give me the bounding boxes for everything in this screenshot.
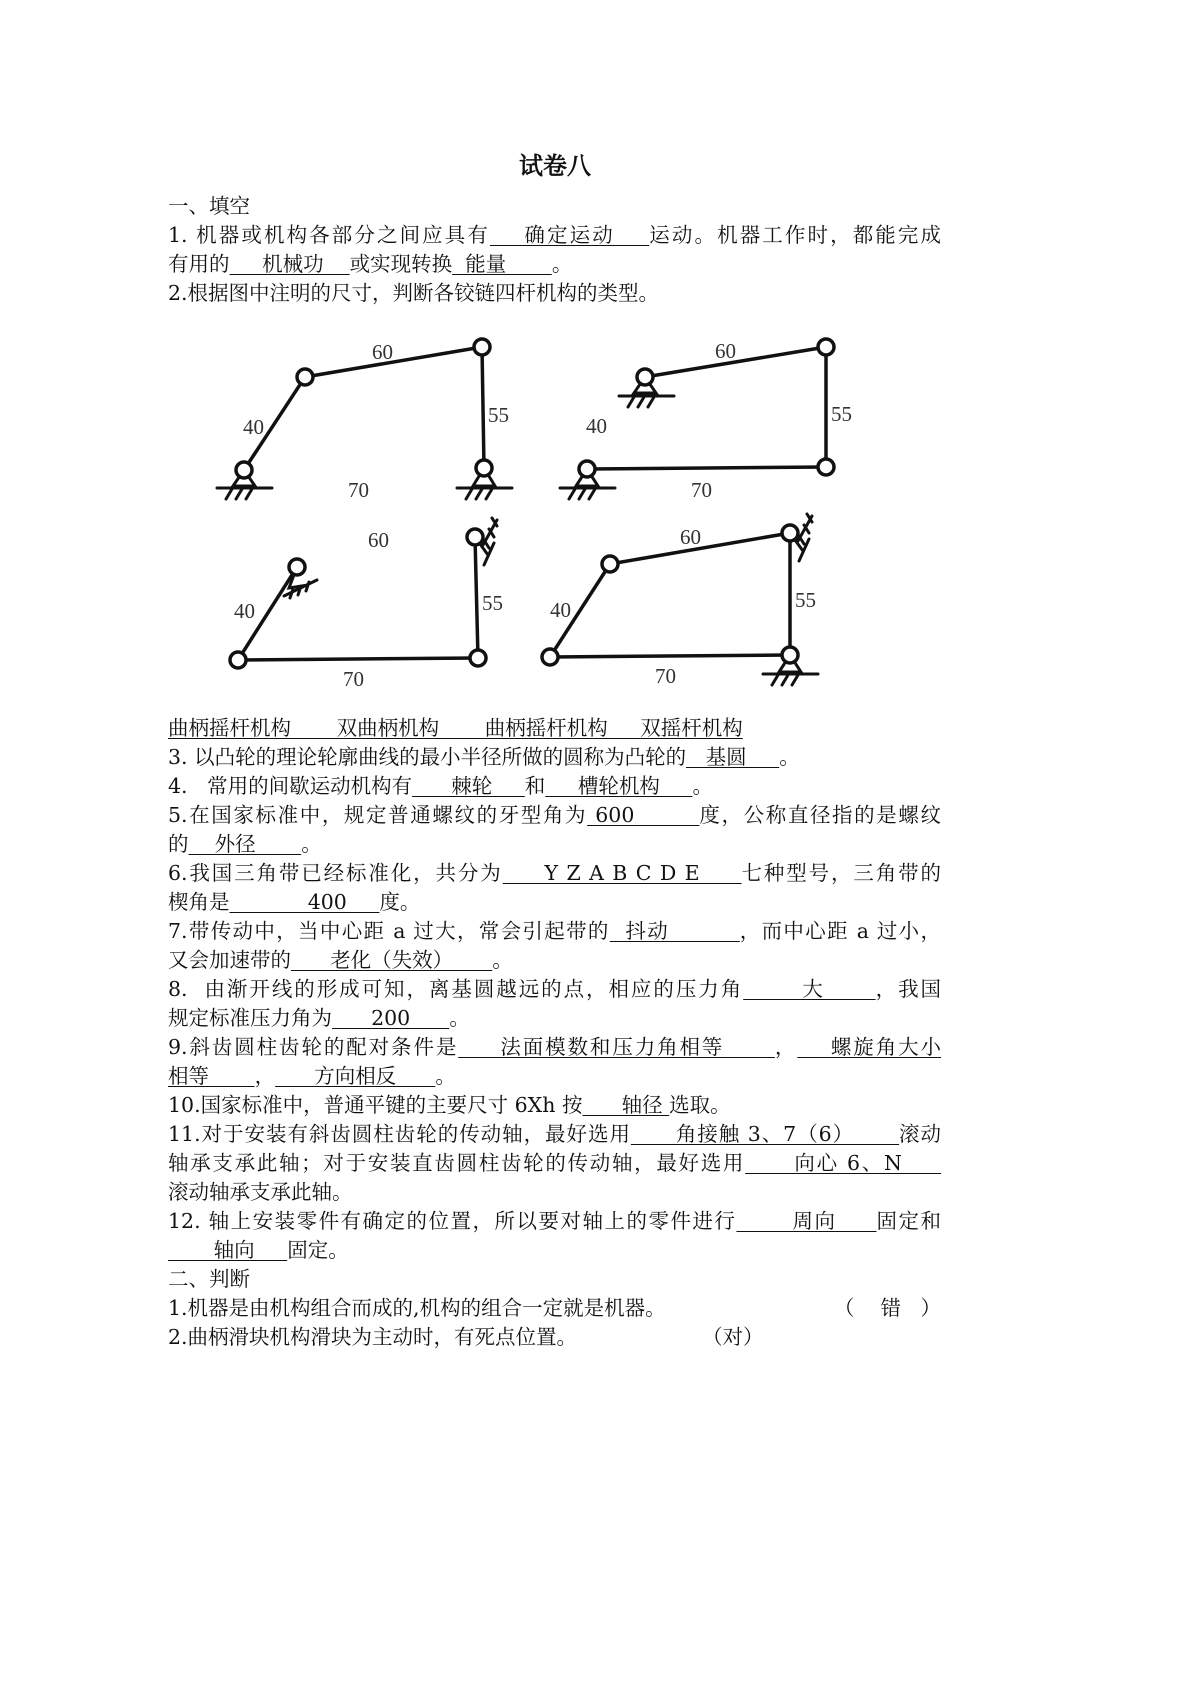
answer-blank: 角接触 3、7（6） bbox=[630, 1122, 900, 1146]
text-line bbox=[168, 1004, 941, 1033]
question-text: 滚动 bbox=[899, 1122, 942, 1146]
page-title: 试卷八 bbox=[519, 151, 591, 180]
fig3-label-bottom: 70 bbox=[343, 667, 364, 691]
question-text: 滚动轴承支承此轴。 bbox=[168, 1180, 353, 1204]
text-line bbox=[168, 714, 941, 743]
question-text: 楔角是 bbox=[168, 890, 230, 914]
question-text: 有用的 bbox=[168, 252, 230, 276]
question-text: ，而中心距 a 过小， bbox=[739, 919, 941, 943]
answer-blank: 槽轮机构 bbox=[545, 774, 693, 798]
fill-in-section-part2 bbox=[168, 714, 941, 1352]
answer-blank: 600 bbox=[587, 803, 700, 827]
answer-blank: 螺旋角大小 bbox=[797, 1035, 941, 1059]
question-text: 5.在国家标准中，规定普通螺纹的牙型角为 bbox=[168, 803, 588, 827]
question-text: 1. 机器或机构各部分之间应具有 bbox=[168, 223, 490, 247]
answer-blank: 轴径 bbox=[582, 1093, 670, 1117]
judge-answer: （ 错 ） bbox=[833, 1296, 941, 1320]
question-text: 又会加速带的 bbox=[168, 948, 291, 972]
fig1-label-top: 60 bbox=[372, 340, 393, 364]
answer-blank: 400 bbox=[229, 890, 380, 914]
answer-blank: 棘轮 bbox=[412, 774, 525, 798]
text-line bbox=[168, 1149, 941, 1178]
question-text: 固定和 bbox=[876, 1209, 941, 1233]
fig3-label-left: 40 bbox=[234, 599, 255, 623]
answer-blank: 机械功 bbox=[229, 252, 350, 276]
question-text: 规定标准压力角为 bbox=[168, 1006, 332, 1030]
answer-blank: 基圆 bbox=[686, 745, 780, 769]
question-text: 或实现转换 bbox=[349, 252, 453, 276]
text-line bbox=[168, 946, 941, 975]
fig2-label-bottom: 70 bbox=[691, 478, 712, 502]
question-text: 二、判断 bbox=[168, 1267, 250, 1291]
answer-blank: 相等 bbox=[168, 1064, 255, 1088]
fig2-label-top: 60 bbox=[715, 339, 736, 363]
question-text: 轴承支承此轴；对于安装直齿圆柱齿轮的传动轴，最好选用 bbox=[168, 1151, 746, 1175]
answer-blank: 法面模数和压力角相等 bbox=[458, 1035, 775, 1059]
text-line bbox=[168, 1207, 941, 1236]
question-text: 。 bbox=[779, 745, 800, 769]
text-line bbox=[168, 917, 941, 946]
answer-blank: 大 bbox=[743, 977, 876, 1001]
question-text: 3. 以凸轮的理论轮廓曲线的最小半径所做的圆称为凸轮的 bbox=[168, 745, 687, 769]
text-line bbox=[168, 1265, 941, 1294]
question-text: 度，公称直径指的是螺纹 bbox=[699, 803, 941, 827]
text-line bbox=[168, 1062, 941, 1091]
fig4-label-top: 60 bbox=[680, 525, 701, 549]
fig4-label-left: 40 bbox=[550, 598, 571, 622]
judge-item bbox=[168, 1294, 941, 1323]
question-text: 9.斜齿圆柱齿轮的配对条件是 bbox=[168, 1035, 459, 1059]
question-text: 。 bbox=[492, 948, 513, 972]
question-text: 。 bbox=[692, 774, 713, 798]
answer-blank: 曲柄摇杆机构 双曲柄机构 曲柄摇杆机构 双摇杆机构 bbox=[168, 716, 743, 740]
question-text: 6.我国三角带已经标准化，共分为 bbox=[168, 861, 503, 885]
fig3-label-top: 60 bbox=[368, 528, 389, 552]
question-text: 度。 bbox=[379, 890, 421, 914]
text-line bbox=[168, 859, 941, 888]
text-line bbox=[168, 830, 941, 859]
answer-blank: 轴向 bbox=[168, 1238, 288, 1262]
four-bar-linkage-diagrams bbox=[0, 0, 1190, 720]
text-line bbox=[168, 743, 941, 772]
answer-blank: 老化（失效） bbox=[291, 948, 493, 972]
question-text: 10.国家标准中，普通平键的主要尺寸 6Xh 按 bbox=[168, 1093, 583, 1117]
question-text: 。 bbox=[551, 252, 573, 276]
question-text: 。 bbox=[435, 1064, 456, 1088]
text-line bbox=[168, 1091, 941, 1120]
answer-blank: 200 bbox=[332, 1006, 450, 1030]
fig1-label-right: 55 bbox=[488, 403, 509, 427]
text-line bbox=[168, 801, 941, 830]
judge-question: 2.曲柄滑块机构滑块为主动时，有死点位置。 bbox=[168, 1325, 578, 1349]
answer-blank: 抖动 bbox=[609, 919, 740, 943]
fig3-label-right: 55 bbox=[482, 591, 503, 615]
question-text: 运动。机器工作时，都能完成 bbox=[649, 223, 941, 247]
answer-blank: 周向 bbox=[736, 1209, 877, 1233]
fig4-label-right: 55 bbox=[795, 588, 816, 612]
text-line bbox=[168, 772, 941, 801]
question-text: 。 bbox=[301, 832, 322, 856]
fig1-label-left: 40 bbox=[243, 415, 264, 439]
question-text: 8. 由渐开线的形成可知，离基圆越远的点，相应的压力角 bbox=[168, 977, 744, 1001]
judge-item bbox=[168, 1323, 941, 1352]
question-text: 固定。 bbox=[287, 1238, 349, 1262]
question-text: 。 bbox=[449, 1006, 470, 1030]
question-text: ， bbox=[774, 1035, 798, 1059]
linkage-figure-3 bbox=[230, 518, 497, 668]
text-line bbox=[168, 1120, 941, 1149]
question-text: 七种型号，三角带的 bbox=[741, 861, 942, 885]
fig2-label-right: 55 bbox=[831, 402, 852, 426]
question-text: 选取。 bbox=[669, 1093, 731, 1117]
question-text: ，我国 bbox=[875, 977, 942, 1001]
text-line bbox=[168, 1236, 941, 1265]
question-text: 和 bbox=[524, 774, 546, 798]
answer-blank: Y Z A B C D E bbox=[502, 861, 742, 885]
answer-blank: 能量 bbox=[452, 252, 552, 276]
answer-blank: 确定运动 bbox=[489, 223, 650, 247]
question-text: 一、填空 bbox=[168, 194, 250, 218]
question-text: 的 bbox=[168, 832, 189, 856]
question-text: ， bbox=[254, 1064, 276, 1088]
judge-answer: （对） bbox=[702, 1325, 764, 1349]
question-text: 12. 轴上安装零件有确定的位置，所以要对轴上的零件进行 bbox=[168, 1209, 737, 1233]
question-text: 7.带传动中，当中心距 a 过大，常会引起带的 bbox=[168, 919, 610, 943]
answer-blank: 方向相反 bbox=[275, 1064, 436, 1088]
text-line bbox=[168, 975, 941, 1004]
text-line bbox=[168, 1178, 941, 1207]
fig2-label-left: 40 bbox=[586, 414, 607, 438]
question-text: 4. 常用的间歇运动机构有 bbox=[168, 774, 413, 798]
judge-question: 1.机器是由机构组合而成的,机构的组合一定就是机器。 bbox=[168, 1296, 666, 1320]
answer-blank: 向心 6、N bbox=[745, 1151, 942, 1175]
fig1-label-bottom: 70 bbox=[348, 478, 369, 502]
question-text: 2.根据图中注明的尺寸，判断各铰链四杆机构的类型。 bbox=[168, 281, 660, 305]
answer-blank: 外径 bbox=[188, 832, 302, 856]
text-line bbox=[168, 888, 941, 917]
fig4-label-bottom: 70 bbox=[655, 664, 676, 688]
question-text: 11.对于安装有斜齿圆柱齿轮的传动轴，最好选用 bbox=[168, 1122, 631, 1146]
text-line bbox=[168, 1033, 941, 1062]
